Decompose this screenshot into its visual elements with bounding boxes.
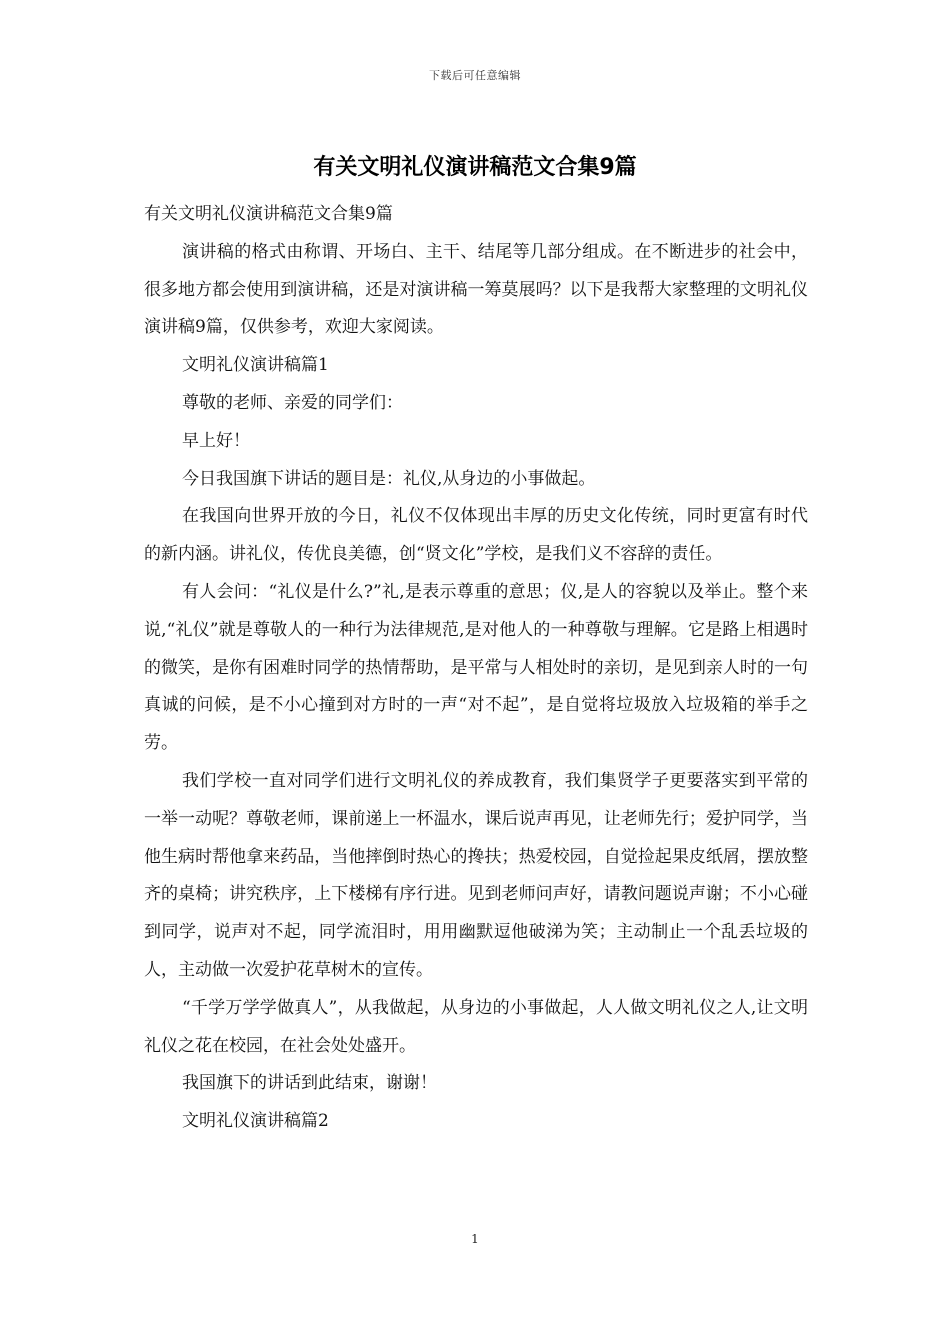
document-title: 有关文明礼仪演讲稿范文合集9篇: [313, 155, 637, 180]
paragraph-body-2: 有人会问：“礼仪是什么?”礼,是表示尊重的意思；仪,是人的容貌以及举止。整个来说,“礼仪”就是尊敬人的一种行为法律规范,是对他人的一种尊敬与理解。它是路上相遇时的微笑，是你有困难时同学的热情帮助，是平常与人相处时的亲切，是见到亲人时的一句真诚的问候，是不小心撞到对方时的一声“对不起”，是自觉将垃圾放入垃圾箱的举手之劳。: [144, 581, 808, 754]
paragraph-subtitle: 有关文明礼仪演讲稿范文合集9篇: [144, 204, 393, 224]
page-number: 1: [471, 1232, 479, 1246]
paragraph-intro: 演讲稿的格式由称谓、开场白、主干、结尾等几部分组成。在不断进步的社会中，很多地方都会使用到演讲稿，还是对演讲稿一筹莫展吗？以下是我帮大家整理的文明礼仪演讲稿9篇，仅供参考，欢迎大家阅读。: [144, 241, 808, 338]
document-body: [144, 196, 808, 1141]
paragraph-body-4: “千学万学学做真人”，从我做起，从身边的小事做起，人人做文明礼仪之人,让文明礼仪之花在校园，在社会处处盛开。: [144, 997, 808, 1056]
section-heading-2: 文明礼仪演讲稿篇2: [182, 1111, 329, 1132]
paragraph-body-1: 在我国向世界开放的今日，礼仪不仅体现出丰厚的历史文化传统，同时更富有时代的新内涵。讲礼仪，传优良美德，创“贤文化”学校，是我们义不容辞的责任。: [144, 506, 808, 565]
paragraph-topic: 今日我国旗下讲话的题目是：礼仪,从身边的小事做起。: [182, 468, 596, 489]
paragraph-greeting: 早上好！: [182, 430, 250, 451]
paragraph-closing: 我国旗下的讲话到此结束，谢谢！: [182, 1073, 437, 1094]
paragraph-body-3: 我们学校一直对同学们进行文明礼仪的养成教育，我们集贤学子更要落实到平常的一举一动呢？尊敬老师，课前递上一杯温水，课后说声再见，让老师先行；爱护同学，当他生病时帮他拿来药品，当他摔倒时热心的搀扶；热爱校园，自觉捡起果皮纸屑，摆放整齐的桌椅；讲究秩序，上下楼梯有序行进。见到老师问声好，请教问题说声谢；不小心碰到同学，说声对不起，同学流泪时，用用幽默逗他破涕为笑；主动制止一个乱丢垃圾的人，主动做一次爱护花草树木的宣传。: [144, 770, 808, 980]
paragraph-salutation: 尊敬的老师、亲爱的同学们：: [182, 392, 403, 413]
section-heading-1: 文明礼仪演讲稿篇1: [182, 355, 329, 376]
header-note: 下载后可任意编辑: [429, 69, 521, 82]
